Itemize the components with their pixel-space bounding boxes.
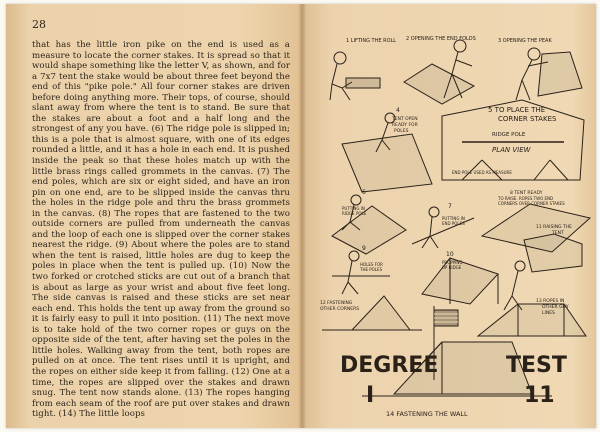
book-gutter (298, 4, 306, 428)
page-number: 28 (32, 18, 46, 31)
figure-lifting-roll (330, 52, 380, 100)
left-page (6, 4, 302, 428)
caption-step-7-line2: END POLES (442, 221, 465, 226)
caption-step-8-line1: 8 TENT READY (510, 191, 543, 196)
caption-step-9-line2: THE POLES (360, 267, 383, 272)
caption-step-9-num: 9 (362, 245, 366, 252)
figure-opening-end-folds (404, 40, 474, 104)
caption-step-5-line1: 5 TO PLACE THE (488, 106, 546, 114)
caption-step-9-line1: HOLES FOR (360, 262, 383, 267)
caption-step-5-line2: CORNER STAKES (498, 115, 557, 123)
book-spread (6, 4, 596, 428)
caption-step-4-line3: POLES (394, 129, 409, 134)
caption-step-3: 3 OPENING THE PEAK (498, 38, 552, 44)
caption-step-4-line2: READY FOR (392, 123, 418, 128)
caption-step-11-line2: TENT (552, 231, 564, 236)
caption-step-2: 2 OPENING THE END FOLDS (406, 36, 476, 42)
label-ridge-pole: RIDGE POLE (492, 132, 526, 138)
title-degree: DEGREE (340, 353, 439, 378)
title-test-number: 11 (524, 383, 555, 408)
figure-ridge-pole (332, 195, 406, 254)
caption-step-4-line1: TENT OPEN (392, 117, 418, 122)
caption-step-7-line1: PUTTING IN (442, 216, 465, 221)
label-end-pole-measure: END POLE USED AS MEASURE (452, 170, 512, 175)
caption-step-10-line1: PROPPING (442, 260, 463, 265)
figure-ropes-guy-lines (478, 304, 586, 336)
caption-step-6-line2: RIDGE POLE (342, 211, 367, 216)
caption-step-6-line1: PUTTING IN (342, 206, 365, 211)
caption-step-12-line2: OTHER CORNERS (320, 307, 360, 312)
caption-step-11-line1: 11 RAISING THE (536, 225, 572, 230)
caption-step-13-line3: LINES (542, 311, 555, 316)
figure-holes-for-poles (332, 251, 390, 294)
caption-step-1: 1 LIFTING THE ROLL (346, 38, 397, 44)
caption-step-10-line2: UP RIDGE (442, 265, 462, 270)
caption-step-8-line3: CORNERS OVER CORNER STAKES (498, 201, 565, 206)
caption-step-13-line2: OTHER GUY (542, 305, 569, 310)
figure-tent-open (342, 113, 432, 192)
tent-pitching-illustration (302, 4, 596, 428)
caption-step-12-line1: 12 FASTENING (320, 301, 353, 306)
caption-step-10-num: 10 (446, 251, 454, 258)
caption-step-7-num: 7 (448, 203, 452, 210)
label-plan-view: PLAN VIEW (492, 146, 531, 154)
title-test: TEST (506, 353, 567, 378)
caption-step-14: 14 FASTENING THE WALL (386, 410, 468, 418)
caption-step-4-num: 4 (396, 107, 400, 114)
figure-end-poles (412, 207, 474, 248)
title-degree-number: I (366, 383, 375, 408)
body-text: that has the little iron pike on the end is used as a measure to locate the corner stakes. It is spread so that it would shape something like the letter V, as shown, and for a 7x7 tent the stake would be about three feet beyond the end of this "pike pole." All four corner stakes are driven before doing anything more. Their tops, of course, should slant away from where the tent is to stand. Be sure that the stakes are about a foot and a half long and the strongest of any you have. (6) The ridge pole is slipped in; this is a pole that is almost square, with one of its edges rounded a little, and it has a hole in each end. It is pushed inside the peak so that these holes match up with the little brass rings called grommets in the canvas. (7) The end poles, which are six or eight sided, and have an iron pin on one end, are to be slipped inside the canvas thru the holes in the ridge pole and thru the brass grommets in the canvas. (8) The ropes that are fastened to the two outside corners are pulled from underneath the canvas and the loop of each one is slipped over the corner stakes nearest the ridge. (9) About where the poles are to stand when the tent is raised, little holes are dug to keep the poles in place when the tent is pulled up. (10) Now the two forked or crotched sticks are cut out of a branch that is about as large as your wrist and about five feet long. The side canvas is raised and these sticks are set near each end. This holds the tent up away from the ground so it is fairly easy to pull it into position. (11) The next move is to take hold of the two corner ropes or guys on the opposite side of the tent, after having set the poles in the little holes. Walking away from the tent, both ropes are pulled on at once. The tent rises until it is upright, and the ropes on either side keep it from falling. (12) One at a time, the ropes are slipped over the stakes and drawn snug. The tent now stands alone. (13) The ropes hanging from each seam of the roof are put over stakes and drawn tight. (14) The little loops (32, 40, 290, 420)
figure-opening-peak (516, 48, 582, 100)
caption-step-8-line2: TO RAISE. ROPES TWO END (498, 196, 554, 201)
caption-step-13-line1: 13 ROPES IN (536, 299, 565, 304)
caption-step-6-num: 6 (362, 189, 366, 196)
